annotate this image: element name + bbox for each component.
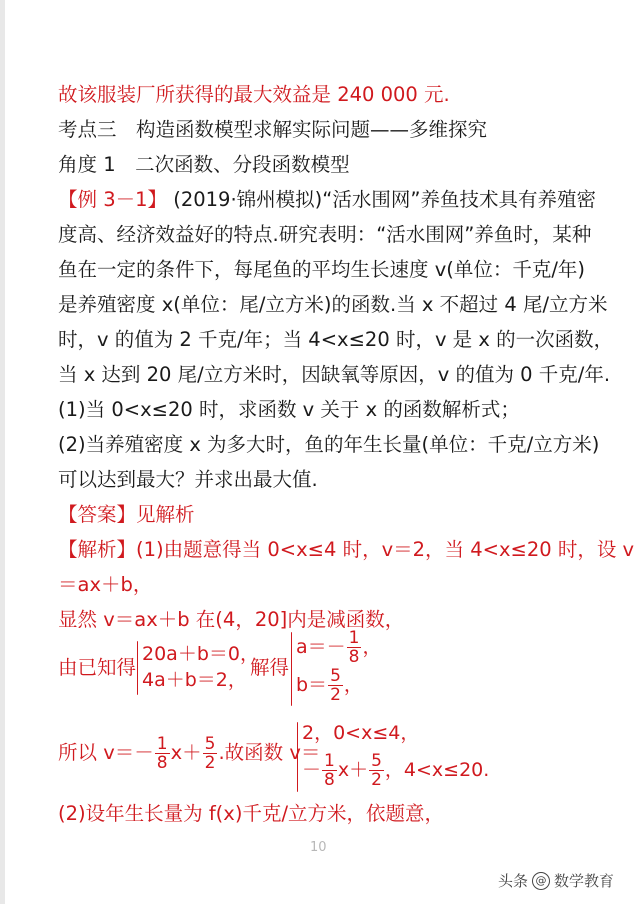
fraction — [328, 667, 343, 704]
fraction-den: 2 — [204, 752, 216, 773]
solution-b — [296, 666, 382, 704]
analysis-line-2: ＝ax＋b， — [58, 573, 153, 596]
fraction — [155, 735, 170, 772]
fraction-den: 8 — [324, 769, 335, 790]
piecewise-domain: ，4<x≤20. — [384, 759, 490, 781]
fraction — [203, 735, 218, 772]
left-brace-3 — [297, 722, 298, 792]
analysis-line-3: 显然 v＝ax＋b 在(4，20]内是减函数， — [58, 608, 405, 631]
analysis-label: 【解析】 — [58, 538, 137, 561]
fraction-num: 1 — [324, 750, 335, 771]
question-2-line-2: 可以达到最大？并求出最大值. — [58, 468, 318, 491]
fraction-num: 5 — [330, 665, 341, 686]
analysis-line-part2: (2)设年生长量为 f(x)千克/立方米，依题意， — [58, 802, 445, 825]
fraction-num: 1 — [348, 627, 360, 648]
function-suffix: .故函数 v＝ — [218, 741, 321, 764]
piecewise-sign: － — [302, 759, 322, 781]
equation-2: 4a＋b＝2， — [142, 669, 247, 691]
section-heading: 考点三 构造函数模型求解实际问题——多维探究 — [58, 118, 488, 141]
example-line-5: 时，v 的值为 2 千克/年；当 4<x≤20 时，v 是 x 的一次函数， — [58, 328, 614, 351]
example-label: 【例 3－1】 — [58, 188, 168, 211]
solve-label: 解得 — [250, 656, 290, 679]
fraction — [369, 752, 384, 789]
example-line-6: 当 x 达到 20 尾/立方米时，因缺氧等原因，v 的值为 0 千克/年. — [58, 363, 611, 386]
example-line-4: 是养殖密度 x(单位：尾/立方米)的函数.当 x 不超过 4 尾/立方米 — [58, 293, 608, 316]
example-line-3: 鱼在一定的条件下，每尾鱼的平均生长速度 v(单位：千克/年) — [58, 258, 586, 281]
question-1: (1)当 0<x≤20 时，求函数 v 关于 x 的函数解析式； — [58, 398, 520, 421]
left-brace-2 — [291, 632, 292, 706]
fraction-den: 2 — [330, 684, 341, 705]
analysis-text: (1)由题意得当 0<x≤4 时，v＝2，当 4<x≤20 时，设 v — [136, 538, 635, 561]
fraction-den: 2 — [371, 769, 382, 790]
piecewise-case-1: 2，0<x≤4， — [302, 722, 420, 744]
question-2-line-1: (2)当养殖密度 x 为多大时，鱼的年生长量(单位：千克/立方米) — [58, 433, 600, 456]
equation-system — [142, 641, 259, 693]
analysis-line-1 — [58, 537, 634, 563]
example-line-1 — [58, 187, 596, 213]
answer-label: 【答案】见解析 — [58, 503, 195, 526]
fraction-num: 5 — [204, 733, 216, 754]
function-prefix: 所以 v＝－ — [58, 741, 154, 764]
fraction-num: 1 — [156, 733, 168, 754]
fraction-den: 8 — [348, 646, 360, 667]
solution-b-punct: ， — [343, 674, 363, 696]
example-line-2: 度高、经济效益好的特点.研究表明：“活水围网”养鱼时，某种 — [58, 223, 592, 246]
fraction-den: 8 — [156, 752, 168, 773]
known-label: 由已知得 — [58, 656, 137, 679]
piecewise-middle: x＋ — [337, 759, 369, 781]
solution-b-lhs: b＝ — [296, 674, 328, 696]
piecewise-system — [302, 718, 489, 792]
left-brace-1 — [137, 641, 138, 695]
piecewise-case-2 — [302, 748, 489, 792]
solution-a-lhs: a＝－ — [296, 636, 346, 658]
function-middle: x＋ — [170, 741, 202, 764]
solution-a-punct: ， — [362, 636, 382, 658]
source-label: 头条 — [497, 872, 528, 890]
example-text: (2019·锦州模拟)“活水围网”养鱼技术具有养殖密 — [173, 188, 596, 211]
at-icon: @ — [532, 872, 550, 890]
account-name: 数学教育 — [553, 872, 614, 890]
subsection-heading: 角度 1 二次函数、分段函数模型 — [58, 153, 350, 176]
equation-1: 20a＋b＝0， — [142, 643, 259, 665]
watermark-footer — [498, 870, 614, 891]
conclusion-line: 故该服装厂所获得的最大效益是 240 000 元. — [58, 83, 450, 106]
fraction — [322, 752, 337, 789]
page-number: 10 — [310, 840, 327, 855]
fraction-num: 5 — [371, 750, 382, 771]
fraction — [347, 629, 362, 666]
solution-system — [296, 628, 382, 704]
solution-a — [296, 628, 382, 666]
function-expression — [58, 733, 320, 773]
